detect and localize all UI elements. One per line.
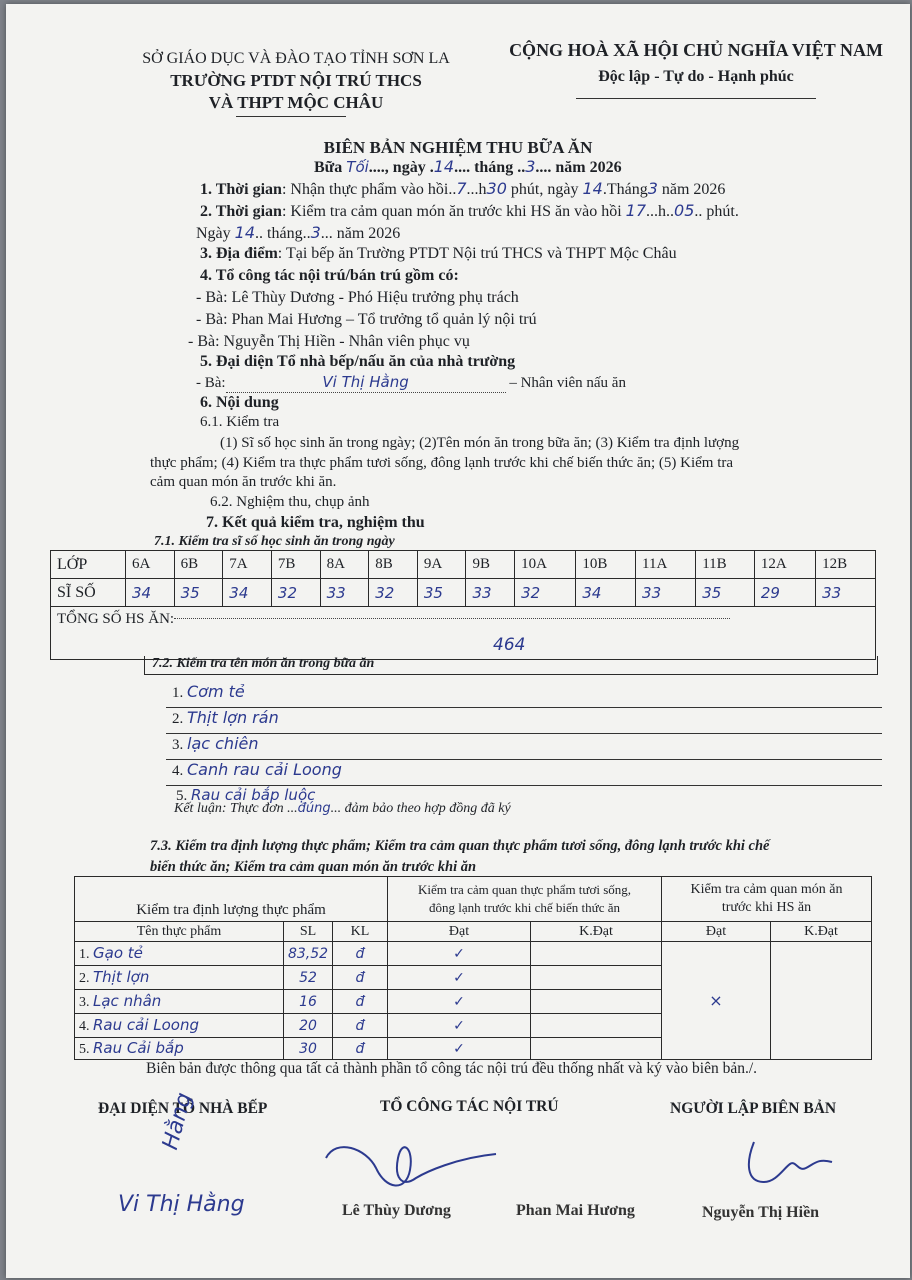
dish-list (166, 682, 882, 806)
sig-kitchen-name: Vi Thị Hằng (118, 1192, 245, 1217)
count-cell: 35 (417, 579, 466, 607)
s4-heading: 4. Tổ công tác nội trú/bán trú gồm có: (200, 267, 459, 284)
class-cell: 10A (515, 551, 576, 579)
school-name-2: VÀ THPT MỘC CHÂU (208, 93, 384, 112)
document-page (6, 4, 910, 1278)
header-left-rule (236, 116, 346, 117)
sig-head-kitchen: ĐẠI DIỆN TỔ NHÀ BẾP (98, 1100, 268, 1117)
s5-post: – Nhân viên nấu ăn (509, 375, 626, 391)
dish-num: 1. (172, 685, 184, 701)
count-cell: 32 (271, 579, 320, 607)
s7-heading: 7. Kết quả kiểm tra, nghiệm thu (206, 514, 425, 531)
s1-day: 14 (582, 179, 603, 198)
dish-name: Thịt lợn rán (187, 708, 279, 727)
t3-col-name: Tên thực phẩm (75, 922, 284, 942)
s1-text-d: .Tháng (602, 181, 648, 198)
dish-name: lạc chiên (187, 734, 259, 753)
header-left (126, 48, 466, 114)
s5-heading: 5. Đại diện Tổ nhà bếp/nấu ăn của nhà trường (200, 353, 516, 370)
t3-head-meal (662, 877, 872, 922)
food-row (75, 942, 872, 966)
food-dat: ✓ (388, 942, 531, 966)
s4-member-2: - Bà: Phan Mai Hương – Tổ trưởng tổ quản lý nội trú (196, 311, 537, 328)
s6-sub1: 6.1. Kiểm tra (200, 414, 280, 430)
count-cell: 32 (515, 579, 576, 607)
count-cell: 33 (320, 579, 369, 607)
class-row-label: LỚP (51, 551, 126, 579)
count-row-label: SĨ SỐ (51, 579, 126, 607)
dish-name: Rau cải bắp luộc (191, 786, 316, 804)
count-cell: 33 (816, 579, 876, 607)
dish-item (166, 760, 882, 786)
meal-name: Tối (346, 158, 369, 176)
food-name-cell (75, 942, 284, 966)
food-sl: 83,52 (284, 942, 333, 966)
dish-item (166, 682, 882, 708)
month-value: 3 (525, 157, 536, 176)
food-num: 4. (79, 1019, 90, 1034)
food-num: 3. (79, 995, 90, 1010)
class-cell: 9A (417, 551, 466, 579)
food-kdat (531, 990, 662, 1014)
s2-line2-a: Ngày (196, 225, 235, 242)
food-kdat (531, 966, 662, 990)
school-name: TRƯỜNG PTDT NỘI TRÚ THCS (170, 71, 422, 90)
conclusion-pre: Kết luận: Thực đơn ... (174, 801, 298, 816)
t3-col-sl: SL (284, 922, 333, 942)
class-count-table (50, 550, 876, 660)
food-dat: ✓ (388, 1038, 531, 1060)
food-name: Gạo tẻ (93, 944, 143, 962)
conclusion-value: đúng (297, 801, 331, 816)
food-dat: ✓ (388, 990, 531, 1014)
food-dat: ✓ (388, 1014, 531, 1038)
section-2-date (196, 223, 400, 243)
food-name: Thịt lợn (93, 968, 150, 986)
year-text: .... năm 2026 (535, 159, 622, 176)
closing-text: Biên bản được thông qua tất cả thành phần tổ công tác nội trú đều thống nhất và ký vào biên bản./. (146, 1060, 758, 1077)
class-cell: 12A (754, 551, 815, 579)
class-cell: 7B (271, 551, 320, 579)
s1-minute: 30 (486, 179, 507, 198)
food-kl: đ (333, 942, 388, 966)
conclusion-post: ... đảm bảo theo hợp đồng đã ký (330, 801, 511, 816)
food-kl: đ (333, 1038, 388, 1060)
t3-title-2: biến thức ăn; Kiểm tra cảm quan món ăn trước khi ăn (150, 859, 477, 875)
s1-text-b: ...h (466, 181, 487, 198)
t3-col-kdat: K.Đạt (531, 922, 662, 942)
food-check-table (74, 876, 872, 1060)
s3-text: : Tại bếp ăn Trường PTDT Nội trú THCS và THPT Mộc Châu (277, 245, 677, 262)
s2-month: 3 (310, 223, 321, 242)
t3-head-fresh (388, 877, 662, 922)
t3-col-kdat2: K.Đạt (771, 922, 872, 942)
food-sl: 16 (284, 990, 333, 1014)
food-dat: ✓ (388, 966, 531, 990)
s4-member-3: - Bà: Nguyễn Thị Hiền - Nhân viên phục vụ (188, 333, 470, 350)
class-row (51, 551, 876, 579)
country-name: CỘNG HOÀ XÃ HỘI CHỦ NGHĨA VIỆT NAM (509, 40, 883, 60)
month-pre: .... tháng .. (454, 159, 526, 176)
signature-author (736, 1138, 846, 1198)
dish-name: Canh rau cải Loong (187, 760, 342, 779)
header-right (506, 38, 886, 88)
class-cell: 7A (223, 551, 272, 579)
s2-text-b: ...h.. (646, 203, 675, 220)
count-cell: 33 (636, 579, 696, 607)
s2-day: 14 (234, 223, 256, 242)
food-name: Lạc nhân (93, 992, 162, 1010)
dish-conclusion (174, 801, 511, 817)
class-cell: 6A (126, 551, 175, 579)
t3-head-row (75, 877, 872, 922)
sig-team-name-2: Phan Mai Hương (516, 1202, 635, 1219)
sig-author-name: Nguyễn Thị Hiền (702, 1204, 820, 1221)
class-cell: 8A (320, 551, 369, 579)
meal-check-empty (771, 942, 872, 1060)
food-name: Rau Cải bắp (93, 1039, 184, 1057)
section-1 (200, 179, 725, 199)
s1-label: 1. Thời gian (200, 181, 282, 198)
day-pre: ...., ngày . (368, 159, 434, 176)
t3-subhead-row (75, 922, 872, 942)
class-cell: 6B (174, 551, 223, 579)
s5-pre: - Bà: (196, 375, 226, 391)
s6-sub2: 6.2. Nghiệm thu, chụp ảnh (210, 494, 370, 510)
count-cell: 34 (576, 579, 636, 607)
total-value: 464 (493, 635, 526, 655)
s2-line2-b: .. tháng.. (255, 225, 311, 242)
s2-line2-c: ... năm 2026 (320, 225, 401, 242)
dish-item (166, 708, 882, 734)
food-kl: đ (333, 966, 388, 990)
s5-line (196, 373, 626, 393)
total-row (51, 607, 876, 660)
signature-team (306, 1128, 526, 1208)
count-cell: 35 (174, 579, 223, 607)
s1-hour: 7 (456, 179, 467, 198)
class-cell: 9B (466, 551, 515, 579)
s6-heading: 6. Nội dung (200, 394, 279, 411)
meal-check-mark: × (662, 942, 771, 1060)
food-kl: đ (333, 1014, 388, 1038)
food-num: 2. (79, 971, 90, 986)
food-name-cell (75, 1038, 284, 1060)
food-sl: 30 (284, 1038, 333, 1060)
total-dots (174, 618, 730, 619)
class-cell: 11A (636, 551, 696, 579)
sig-team-name-1: Lê Thùy Dương (342, 1202, 451, 1219)
s2-label: 2. Thời gian (200, 203, 282, 220)
t3-head-meal-2: trước khi HS ăn (721, 900, 812, 915)
class-cell: 8B (369, 551, 418, 579)
dept-name: SỞ GIÁO DỤC VÀ ĐÀO TẠO TỈNH SƠN LA (142, 50, 450, 67)
food-kl: đ (333, 990, 388, 1014)
class-cell: 12B (816, 551, 876, 579)
t3-col-kl: KL (333, 922, 388, 942)
sig-kitchen-top: Hằng (158, 1090, 198, 1153)
dish-num: 3. (172, 737, 184, 753)
count-cell: 29 (754, 579, 815, 607)
t3-head-fresh-1: Kiểm tra cảm quan thực phẩm tươi sống, (417, 882, 632, 897)
class-cell: 11B (696, 551, 755, 579)
t3-col-dat2: Đạt (662, 922, 771, 942)
dish-name: Cơm tẻ (187, 682, 245, 701)
class-cell: 10B (576, 551, 636, 579)
s1-month: 3 (647, 179, 658, 198)
food-sl: 52 (284, 966, 333, 990)
s6-p1: (1) Sĩ số học sinh ăn trong ngày; (2)Tên món ăn trong bữa ăn; (3) Kiểm tra định lượng (220, 435, 740, 451)
count-cell: 34 (223, 579, 272, 607)
dish-num: 4. (172, 763, 184, 779)
count-cell: 33 (466, 579, 515, 607)
count-row (51, 579, 876, 607)
s2-minute: 05 (674, 201, 695, 220)
food-kdat (531, 1014, 662, 1038)
s3-label: 3. Địa điểm (200, 245, 278, 262)
s5-name-field (226, 373, 506, 393)
motto: Độc lập - Tự do - Hạnh phúc (598, 68, 794, 85)
dish-item (166, 734, 882, 760)
s6-p3: cảm quan món ăn trước khi ăn. (150, 474, 337, 490)
page-title: BIÊN BẢN NGHIỆM THU BỮA ĂN (323, 138, 593, 157)
sig-head-team: TỔ CÔNG TÁC NỘI TRÚ (380, 1098, 559, 1115)
food-name-cell (75, 966, 284, 990)
total-label: TỔNG SỐ HS ĂN: (57, 611, 175, 627)
s4-member-1: - Bà: Lê Thùy Dương - Phó Hiệu trưởng phụ trách (196, 289, 519, 306)
s1-text-a: : Nhận thực phẩm vào hồi.. (281, 181, 457, 198)
total-cell (51, 607, 876, 660)
t3-head-quantity: Kiểm tra định lượng thực phẩm (75, 877, 388, 922)
food-num: 5. (79, 1042, 90, 1057)
food-name-cell (75, 1014, 284, 1038)
t1-title: 7.1. Kiểm tra sĩ số học sinh ăn trong ngày (154, 534, 395, 549)
dish-num: 2. (172, 711, 184, 727)
t3-head-meal-1: Kiểm tra cảm quan món ăn (690, 882, 843, 897)
s2-hour: 17 (625, 201, 647, 220)
food-kdat (531, 1038, 662, 1060)
count-cell: 32 (369, 579, 418, 607)
sig-head-author: NGƯỜI LẬP BIÊN BẢN (670, 1100, 837, 1117)
s1-text-c: phút, ngày (506, 181, 583, 198)
t2-title: 7.2. Kiểm tra tên món ăn trong bữa ăn (152, 656, 375, 671)
section-3 (200, 245, 677, 263)
meal-date-line (314, 157, 622, 177)
meal-pre: Bữa (314, 159, 343, 176)
s2-text-c: .. phút. (694, 203, 739, 220)
s1-text-e: năm 2026 (657, 181, 726, 198)
food-name: Rau cải Loong (93, 1016, 200, 1034)
t3-title-1: 7.3. Kiểm tra định lượng thực phẩm; Kiểm tra cảm quan thực phẩm tươi sống, đông lạnh trước khi chế (150, 838, 770, 854)
s6-p2: thực phẩm; (4) Kiểm tra thực phẩm tươi sống, đông lạnh trước khi chế biến thức ăn; (5) Kiểm tra (150, 455, 734, 471)
s2-text-a: : Kiểm tra cảm quan món ăn trước khi HS ăn vào hồi (281, 203, 626, 220)
count-cell: 34 (126, 579, 175, 607)
s5-name: Vi Thị Hằng (322, 373, 409, 391)
day-value: 14 (433, 157, 455, 176)
t3-col-dat: Đạt (388, 922, 531, 942)
count-cell: 35 (696, 579, 755, 607)
food-sl: 20 (284, 1014, 333, 1038)
dish-num: 5. (176, 788, 188, 804)
food-kdat (531, 942, 662, 966)
header-right-rule (576, 98, 816, 99)
section-2 (200, 201, 739, 221)
food-name-cell (75, 990, 284, 1014)
t3-head-fresh-2: đông lạnh trước khi chế biến thức ăn (429, 900, 620, 915)
food-num: 1. (79, 947, 90, 962)
